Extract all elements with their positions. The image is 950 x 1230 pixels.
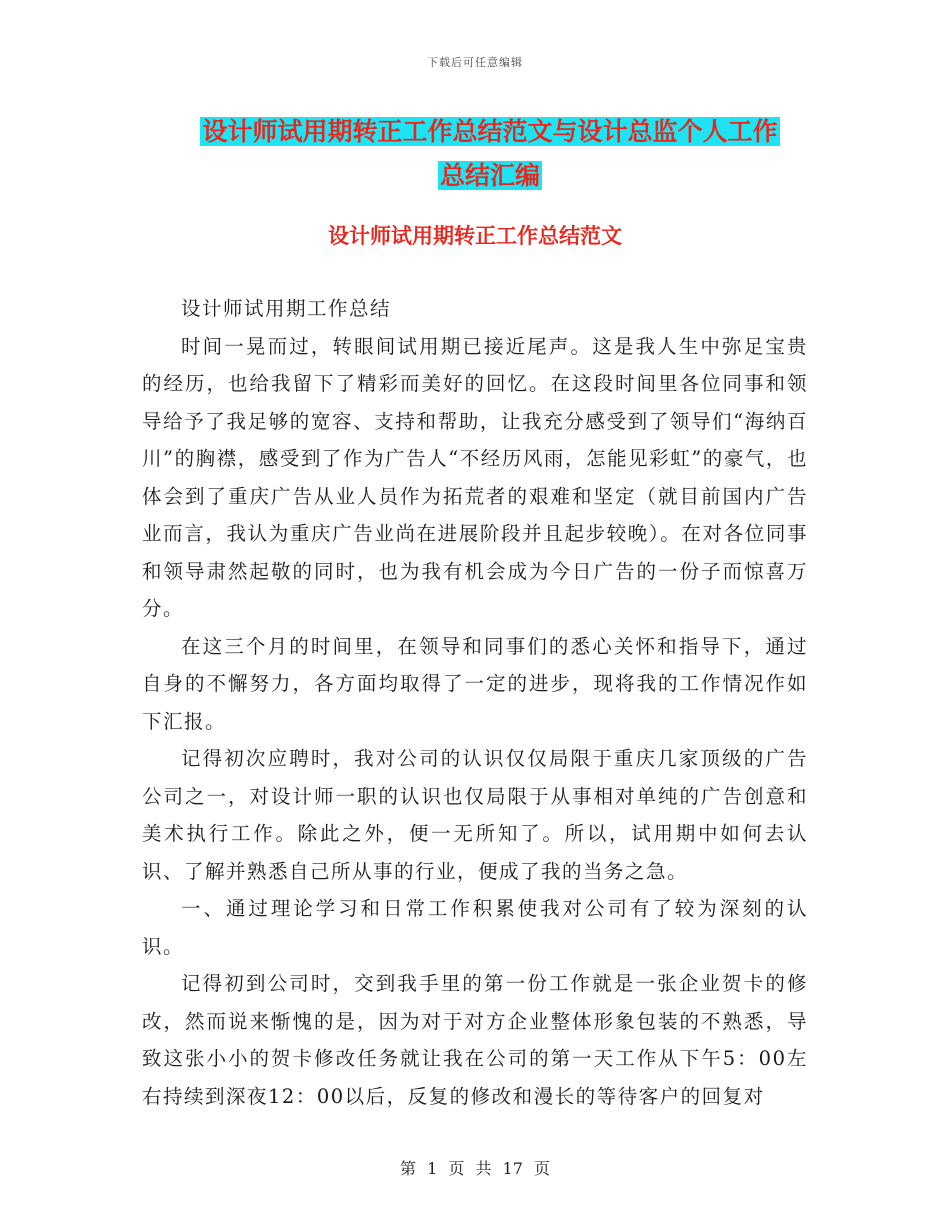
page-footer: 第 1 页 共 17 页 <box>400 1159 550 1178</box>
paragraph-heading: 设计师试用期工作总结 <box>181 297 392 320</box>
paragraph: 一、通过理论学习和日常工作积累使我对公司有了较为深刻的认识。 <box>142 897 808 958</box>
body-text <box>142 290 808 1115</box>
section-title: 设计师试用期转正工作总结范文 <box>328 224 622 248</box>
paragraph: 记得初次应聘时，我对公司的认识仅仅局限于重庆几家顶级的广告公司之一，对设计师一职的认识也仅局限于从事相对单纯的广告创意和美术执行工作。除此之外，便一无所知了。所以，试用期中如何去认识、了解并熟悉自己所从事的行业，便成了我的当务之急。 <box>142 747 808 883</box>
document-title-line2: 总结汇编 <box>439 161 540 190</box>
header-note: 下载后可任意编辑 <box>427 56 523 69</box>
document-title-line1: 设计师试用期转正工作总结范文与设计总监个人工作 <box>202 117 778 146</box>
paragraph: 在这三个月的时间里，在领导和同事们的悉心关怀和指导下，通过自身的不懈努力，各方面均取得了一定的进步，现将我的工作情况作如下汇报。 <box>142 634 808 733</box>
document-title <box>170 110 810 198</box>
paragraph: 记得初到公司时，交到我手里的第一份工作就是一张企业贺卡的修改，然而说来惭愧的是，因为对于对方企业整体形象包装的不熟悉，导致这张小小的贺卡修改任务就让我在公司的第一天工作从下午5：00左右持续到深夜12：00以后，反复的修改和漫长的等待客户的回复对 <box>142 972 808 1108</box>
paragraph: 时间一晃而过，转眼间试用期已接近尾声。这是我人生中弥足宝贵的经历，也给我留下了精彩而美好的回忆。在这段时间里各位同事和领导给予了我足够的宽容、支持和帮助，让我充分感受到了领导们“海纳百川”的胸襟，感受到了作为广告人“不经历风雨，怎能见彩虹”的豪气，也体会到了重庆广告从业人员作为拓荒者的艰难和坚定（就目前国内广告业而言，我认为重庆广告业尚在进展阶段并且起步较晚）。在对各位同事和领导肃然起敬的同时，也为我有机会成为今日广告的一份子而惊喜万分。 <box>142 334 808 620</box>
